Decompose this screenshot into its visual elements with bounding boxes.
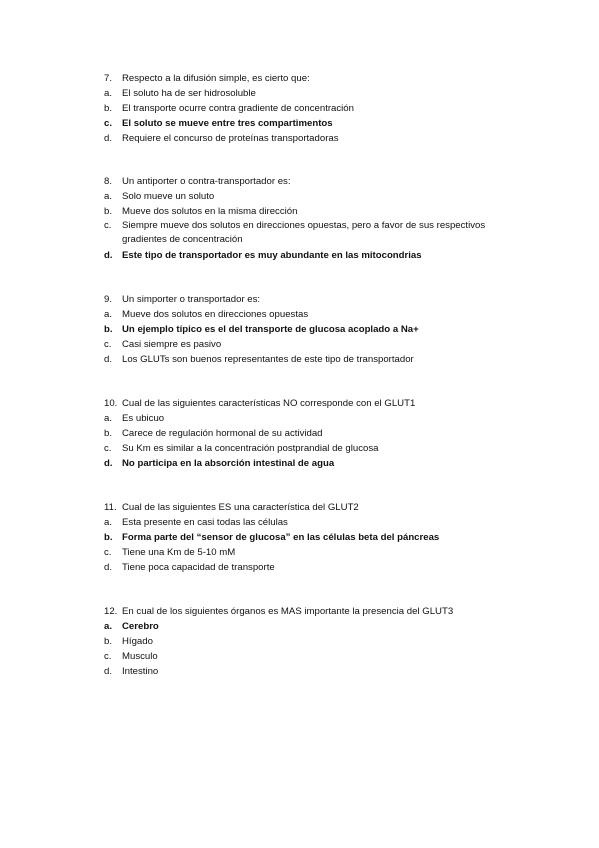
option-d — [104, 664, 504, 679]
option-b — [104, 530, 504, 545]
question-stem — [104, 604, 504, 619]
option-c — [104, 337, 504, 352]
option-letter: b. — [104, 428, 113, 439]
option-letter: c. — [104, 443, 112, 454]
option-letter: a. — [104, 88, 113, 99]
option-a — [104, 86, 504, 101]
option-letter: c. — [104, 220, 112, 231]
question-11 — [104, 500, 504, 575]
option-letter: c. — [104, 339, 112, 350]
question-number: 8. — [104, 176, 113, 187]
option-c — [104, 545, 504, 560]
option-letter: d. — [104, 562, 113, 573]
option-text: Mueve dos solutos en la misma dirección — [122, 206, 298, 217]
question-number: 12. — [104, 606, 118, 617]
option-letter: d. — [104, 250, 113, 261]
option-text: Carece de regulación hormonal de su actividad — [122, 428, 323, 439]
question-number: 7. — [104, 73, 113, 84]
option-a — [104, 411, 504, 426]
option-text: Siempre mueve dos solutos en direcciones opuestas, pero a favor de sus respectivos gradientes de concentración — [122, 220, 486, 245]
option-d — [104, 456, 504, 471]
question-text: Un antiporter o contra-transportador es: — [122, 176, 291, 187]
option-letter: a. — [104, 191, 113, 202]
option-b — [104, 322, 504, 337]
option-letter: d. — [104, 133, 113, 144]
question-7 — [104, 71, 504, 146]
option-text: Los GLUTs son buenos representantes de este tipo de transportador — [122, 354, 414, 365]
option-c — [104, 116, 504, 131]
question-stem — [104, 174, 504, 189]
option-text: Requiere el concurso de proteínas transportadoras — [122, 133, 339, 144]
option-text: Un ejemplo típico es el del transporte de glucosa acoplado a Na+ — [122, 324, 419, 335]
option-text: Este tipo de transportador es muy abundante en las mitocondrias — [122, 250, 422, 261]
option-letter: c. — [104, 651, 112, 662]
option-a — [104, 189, 504, 204]
question-number: 11. — [104, 502, 117, 513]
question-10 — [104, 396, 504, 471]
option-text: Forma parte del “sensor de glucosa” en las células beta del páncreas — [122, 532, 440, 543]
option-letter: b. — [104, 324, 113, 335]
question-9 — [104, 292, 504, 367]
option-letter: d. — [104, 354, 113, 365]
option-c — [104, 441, 504, 456]
question-stem — [104, 396, 504, 411]
option-letter: b. — [104, 636, 113, 647]
option-letter: d. — [104, 666, 113, 677]
option-text: No participa en la absorción intestinal de agua — [122, 458, 335, 469]
question-text: Cual de las siguientes características NO corresponde con el GLUT1 — [122, 398, 416, 409]
option-d — [104, 131, 504, 146]
option-text: Solo mueve un soluto — [122, 191, 215, 202]
option-text: Cerebro — [122, 621, 159, 632]
question-text: Cual de las siguientes ES una característica del GLUT2 — [122, 502, 359, 513]
option-letter: c. — [104, 118, 113, 129]
option-letter: a. — [104, 309, 113, 320]
option-text: Es ubicuo — [122, 413, 165, 424]
option-text: El soluto ha de ser hidrosoluble — [122, 88, 256, 99]
option-a — [104, 307, 504, 322]
option-text: Esta presente en casi todas las células — [122, 517, 288, 528]
option-b — [104, 634, 504, 649]
option-letter: d. — [104, 458, 113, 469]
question-text: Un simporter o transportador es: — [122, 294, 261, 305]
question-stem — [104, 292, 504, 307]
option-text: Hígado — [122, 636, 153, 647]
option-text: Su Km es similar a la concentración postprandial de glucosa — [122, 443, 379, 454]
option-c — [104, 219, 504, 248]
question-stem — [104, 71, 504, 86]
option-letter: a. — [104, 517, 113, 528]
question-12 — [104, 604, 504, 679]
option-text: Tiene poca capacidad de transporte — [122, 562, 275, 573]
option-b — [104, 426, 504, 441]
option-text: Musculo — [122, 651, 158, 662]
option-d — [104, 248, 504, 263]
option-text: El soluto se mueve entre tres compartimentos — [122, 118, 333, 129]
question-8 — [104, 174, 504, 263]
option-a — [104, 619, 504, 634]
question-number: 10. — [104, 398, 118, 409]
option-d — [104, 352, 504, 367]
option-text: Mueve dos solutos en direcciones opuestas — [122, 309, 309, 320]
option-b — [104, 101, 504, 116]
question-number: 9. — [104, 294, 113, 305]
option-d — [104, 560, 504, 575]
option-b — [104, 204, 504, 219]
option-letter: c. — [104, 547, 112, 558]
question-stem — [104, 500, 504, 515]
option-letter: b. — [104, 206, 113, 217]
option-letter: b. — [104, 103, 113, 114]
option-text: Intestino — [122, 666, 159, 677]
option-letter: a. — [104, 413, 113, 424]
option-text: Casi siempre es pasivo — [122, 339, 222, 350]
question-text: Respecto a la difusión simple, es cierto que: — [122, 73, 310, 84]
question-text: En cual de los siguientes órganos es MAS importante la presencia del GLUT3 — [122, 606, 454, 617]
option-letter: a. — [104, 621, 113, 632]
option-letter: b. — [104, 532, 113, 543]
option-text: Tiene una Km de 5-10 mM — [122, 547, 236, 558]
option-a — [104, 515, 504, 530]
option-text: El transporte ocurre contra gradiente de concentración — [122, 103, 354, 114]
option-c — [104, 649, 504, 664]
